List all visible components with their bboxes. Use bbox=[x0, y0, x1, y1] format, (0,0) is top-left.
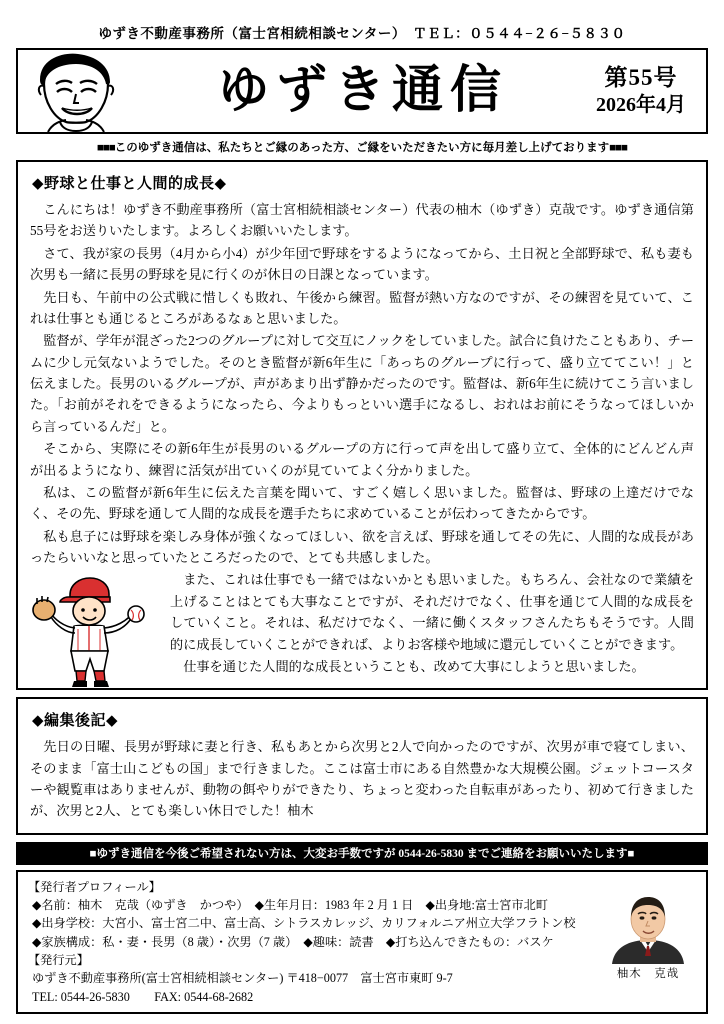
article-paragraph: 私も息子には野球を楽しみ身体が強くなってほしい、欲を言えば、野球を通してその先に、人間的な成長があったらいいなと思っていたところだったので、とても共感しました。 bbox=[30, 528, 694, 565]
publisher-name: ゆずき不動産事務所(富士宮相続相談センター) bbox=[32, 971, 284, 986]
article-paragraph: また、これは仕事でも一緒ではないかとも思いました。もちろん、会社なので業績を上げることはとても大事なことですが、それだけでなく、仕事を通じて人間的な成長をしていくこと。それは、私だけでなく、一緒に働くスタッフさんたちもそうです。人間的に成長していくことができれば、よりお客様や地域に還元していくことができます。 bbox=[170, 572, 694, 652]
article-paragraph: 先日も、午前中の公式戦に惜しくも敗れ、午後から練習。監督が熱い方なのですが、その練習を見ていて、これは仕事とも通じるところがあるなぁと思いました。 bbox=[30, 289, 694, 326]
baseball-player-icon bbox=[30, 571, 162, 689]
publisher-name-and-address bbox=[28, 969, 696, 987]
profile-line: ◆家族構成：私・妻・長男（8 歳）・次男（7 歳） ◆趣味：読書 ◆打ち込んできたもの：バスケ bbox=[32, 934, 554, 949]
tagline-text: このゆずき通信は、私たちとご縁のあった方、ご縁をいただきたい方に毎月差し上げております bbox=[114, 142, 610, 154]
profile-title: 【発行者プロフィール】 bbox=[28, 879, 161, 894]
editors-note-heading: ◆編集後記◆ bbox=[32, 713, 119, 730]
publisher-title: 【発行元】 bbox=[28, 952, 89, 967]
issue-date: 2026年4月 bbox=[596, 93, 686, 116]
article-heading: ◆野球と仕事と人間的成長◆ bbox=[32, 176, 227, 192]
masthead bbox=[16, 48, 708, 134]
article-box bbox=[16, 160, 708, 690]
article-paragraph: 私は、この監督が新6年生に伝えた言葉を聞いて、すごく嬉しく思いました。監督は、野球の上達だけでなく、その先、野球を通して人間的な成長を選手たちに求めていることが伝わってきたからです。 bbox=[30, 484, 694, 522]
tagline-right-marks: ■■■ bbox=[609, 142, 628, 154]
article-paragraph: さて、我が家の長男（4月から小4）が少年団で野球をするようになってから、土日祝と全部野球で、私も妻も次男も一緒に長男の野球を見に行くのが休日の日課となっています。 bbox=[30, 245, 694, 283]
publisher-address: 〒418−0077 富士宮市東町 9-7 bbox=[286, 971, 453, 986]
smiling-man-face-icon bbox=[20, 50, 132, 132]
tagline-left-marks: ■■■ bbox=[96, 142, 115, 154]
article-paragraph: こんにちは！ゆずき不動産事務所（富士宮相続相談センター）代表の柚木（ゆずき）克哉です。ゆずき通信第55号をお送りいたします。よろしくお願いいたします。 bbox=[30, 202, 694, 239]
article-paragraph: そこから、実際にその新6年生が長男のいるグループの方に行って声を出して盛り立て、全体的にどんどん声が出るようになり、練習に活気が出ていくのが見ていてよく分かりました。 bbox=[30, 441, 694, 478]
profile-line: ◆出身学校：大宮小、富士宮二中、富士高、シトラスカレッジ、カリフォルニア州立大学フラトン校 bbox=[32, 916, 576, 931]
portrait-block bbox=[604, 890, 692, 981]
article-illustration-wrap bbox=[30, 569, 694, 677]
publisher-contact: TEL: 0544-26-5830 FAX: 0544-68-2682 bbox=[32, 989, 254, 1004]
tagline bbox=[16, 139, 708, 155]
man-photo-portrait-icon bbox=[604, 890, 692, 964]
article-paragraph: 監督が、学年が混ざった2つのグループに対して交互にノックをしていました。試合に負けたこともあり、チームに少し元気ないようでした。そのとき監督が新6年生に「あっちのグループに行って、盛り立ててこい！」と伝えました。長男のいるグループが、声があまり出ず静かだったのです。監督は、新6年生に続けてこう言いました。「お前がそれをできるようになったら、今よりもっといい選手になるし、おれはお前にそうなってほしいから言っているんだ」と。 bbox=[30, 333, 694, 434]
portrait-name: 柚木 克哉 bbox=[616, 967, 680, 980]
page-title: ゆずき通信 bbox=[217, 62, 508, 119]
office-contact-line: ゆずき不動産事務所（富士宮相続相談センター） ＴＥＬ：０５４４−２６−５８３０ bbox=[98, 26, 626, 41]
editors-note-box bbox=[16, 697, 708, 835]
publisher-profile-box bbox=[16, 870, 708, 1014]
issue-number: 第55号 bbox=[604, 65, 678, 91]
issue-block bbox=[582, 64, 706, 118]
profile-line: ◆名前：柚木 克哉（ゆずき かつや） ◆生年月日：1983 年 2 月 1 日 ◆出身地:富士宮市北町 bbox=[32, 898, 548, 913]
article-paragraph: 仕事を通じた人間的な成長ということも、改めて大事にしようと思いました。 bbox=[183, 658, 645, 674]
unsubscribe-notice: ■ゆずき通信を今後ご希望されない方は、大変お手数ですが 0544-26-5830 までご連絡をお願いいたします■ bbox=[16, 842, 708, 865]
editors-note-text: 先日の日曜、長男が野球に妻と行き、私もあとから次男と2人で向かったのですが、次男が車で寝てしまい、そのまま「富士山こどもの国」まで行きました。ここは富士市にある自然豊かな大規模公園。ジェットコースターや観覧車はありませんが、動物の餌やりができたり、ちょっと変わった自転車があったり、初めて行きましたが、次男と2人、とても楽しい休日でした！柚木 bbox=[30, 739, 694, 819]
